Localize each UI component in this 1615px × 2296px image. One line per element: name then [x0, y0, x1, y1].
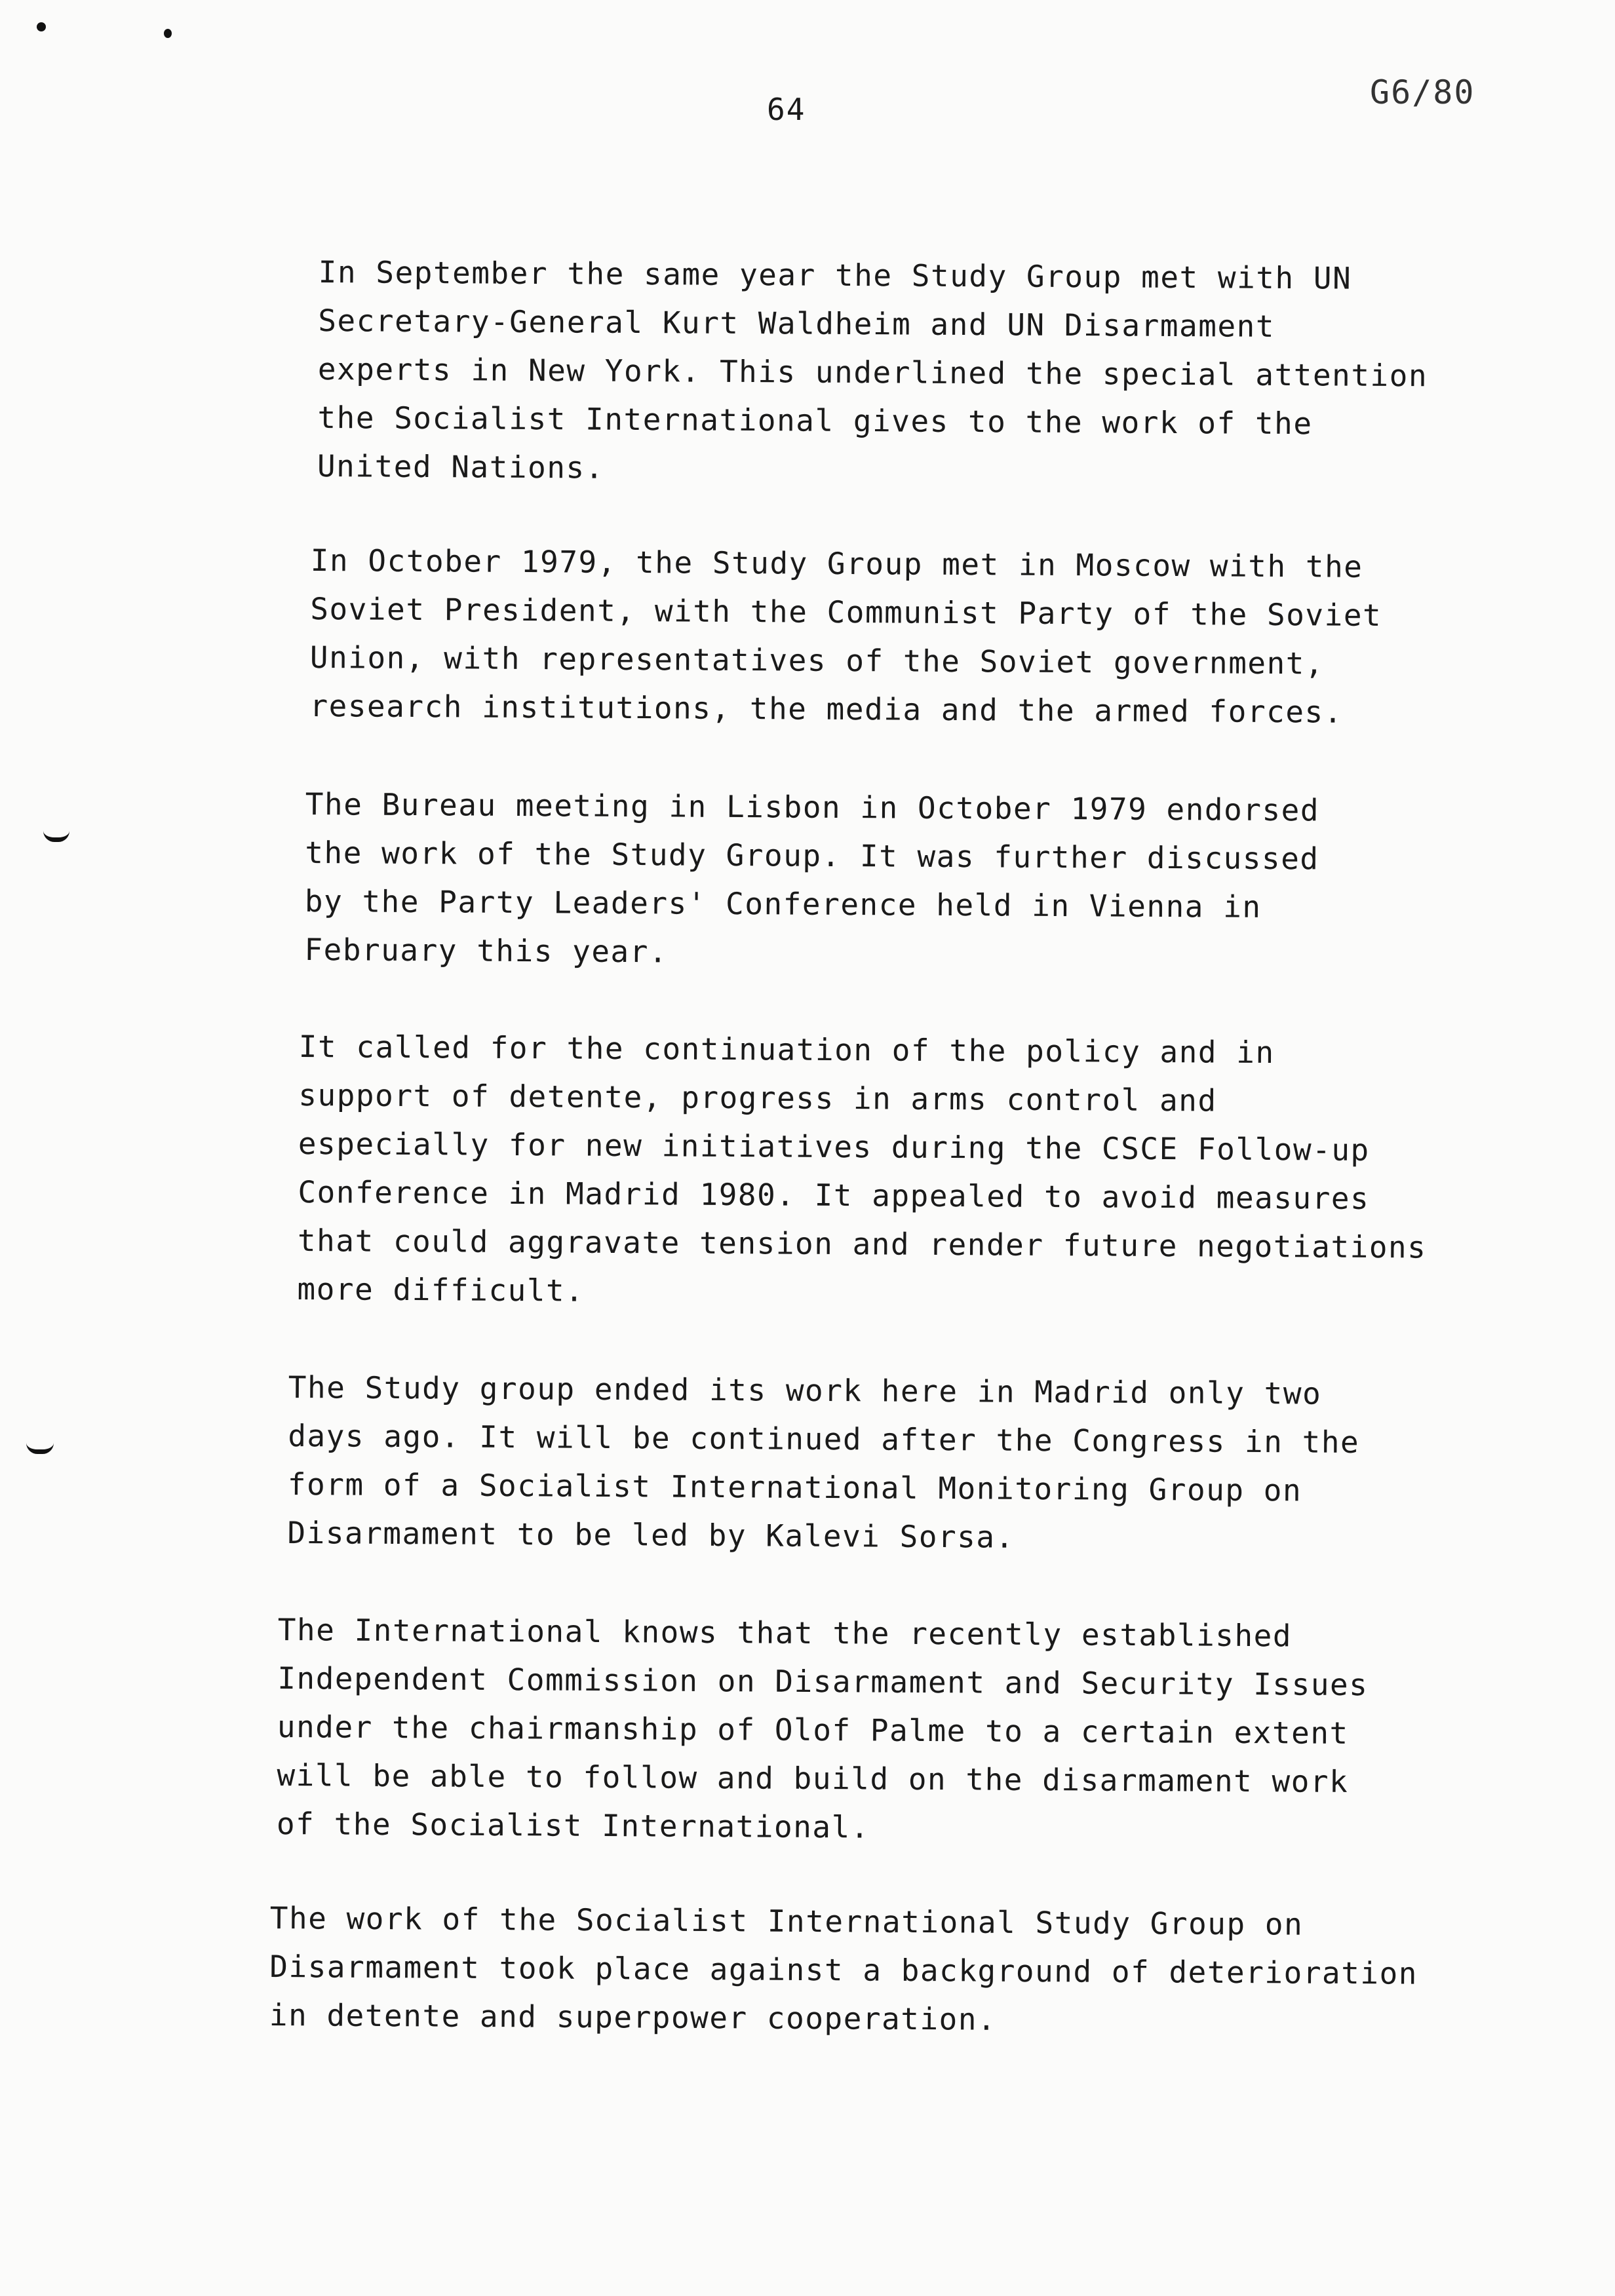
text-line: The International knows that the recently established: [277, 1611, 1293, 1654]
text-line: in detente and superpower cooperation.: [269, 1997, 997, 2037]
text-line: The Study group ended its work here in Madrid only two: [288, 1369, 1322, 1411]
text-line: of the Socialist International.: [276, 1805, 870, 1845]
paragraph-lisbon-bureau: [304, 780, 1319, 980]
text-line: Secretary-General Kurt Waldheim and UN Disarmament: [318, 302, 1275, 344]
text-line: research institutions, the media and the armed forces.: [309, 687, 1344, 730]
text-line: especially for new initiatives during the CSCE Follow-up: [298, 1125, 1370, 1168]
paragraph-detente-background: [269, 1894, 1418, 2046]
text-line: In September the same year the Study Group met with UN: [318, 254, 1352, 296]
text-line: the work of the Study Group. It was further discussed: [305, 834, 1319, 877]
text-line: Soviet President, with the Communist Party of the Soviet: [310, 590, 1382, 633]
text-line: Conference in Madrid 1980. It appealed to avoid measures: [298, 1174, 1370, 1216]
punch-hole-mark: [37, 22, 46, 31]
text-line: Disarmament to be led by Kalevi Sorsa.: [287, 1514, 1015, 1555]
text-line: the Socialist International gives to the work of the: [317, 399, 1313, 442]
text-line: Independent Commission on Disarmament and Security Issues: [277, 1660, 1369, 1703]
margin-tick-mark: [43, 831, 69, 842]
paragraph-madrid-study-group: [287, 1363, 1360, 1563]
paragraph-detente-policy: [297, 1022, 1428, 1320]
paragraph-un-meeting: [317, 248, 1429, 497]
margin-tick-mark: [26, 1443, 54, 1454]
text-line: that could aggravate tension and render future negotiations: [297, 1222, 1427, 1265]
text-line: The work of the Socialist International Study Group on: [269, 1900, 1304, 1942]
text-line: United Nations.: [317, 448, 605, 486]
text-line: Disarmament took place against a background of deterioration: [269, 1948, 1418, 1991]
text-line: experts in New York. This underlined the special attention: [317, 351, 1428, 394]
text-line: It called for the continuation of the policy and in: [298, 1028, 1275, 1071]
text-line: under the chairmanship of Olof Palme to a certain extent: [277, 1708, 1349, 1751]
text-line: days ago. It will be continued after the Congress in the: [288, 1417, 1360, 1460]
text-line: will be able to follow and build on the disarmament work: [277, 1757, 1349, 1799]
text-line: Union, with representatives of the Soviet government,: [309, 639, 1325, 681]
text-line: In October 1979, the Study Group met in Moscow with the: [310, 542, 1363, 584]
page-number: 64: [767, 92, 806, 127]
text-line: The Bureau meeting in Lisbon in October 1979 endorsed: [305, 786, 1320, 828]
punch-hole-mark: [164, 29, 172, 38]
text-line: February this year.: [304, 931, 669, 970]
text-line: more difficult.: [297, 1271, 585, 1309]
text-line: by the Party Leaders' Conference held in Vienna in: [304, 883, 1262, 925]
text-line: form of a Socialist International Monitoring Group on: [287, 1466, 1302, 1508]
document-reference: G6/80: [1370, 73, 1475, 111]
paragraph-independent-commission: [277, 1605, 1369, 1854]
paragraph-moscow-meeting: [309, 536, 1382, 737]
text-line: support of detente, progress in arms control and: [298, 1077, 1217, 1119]
